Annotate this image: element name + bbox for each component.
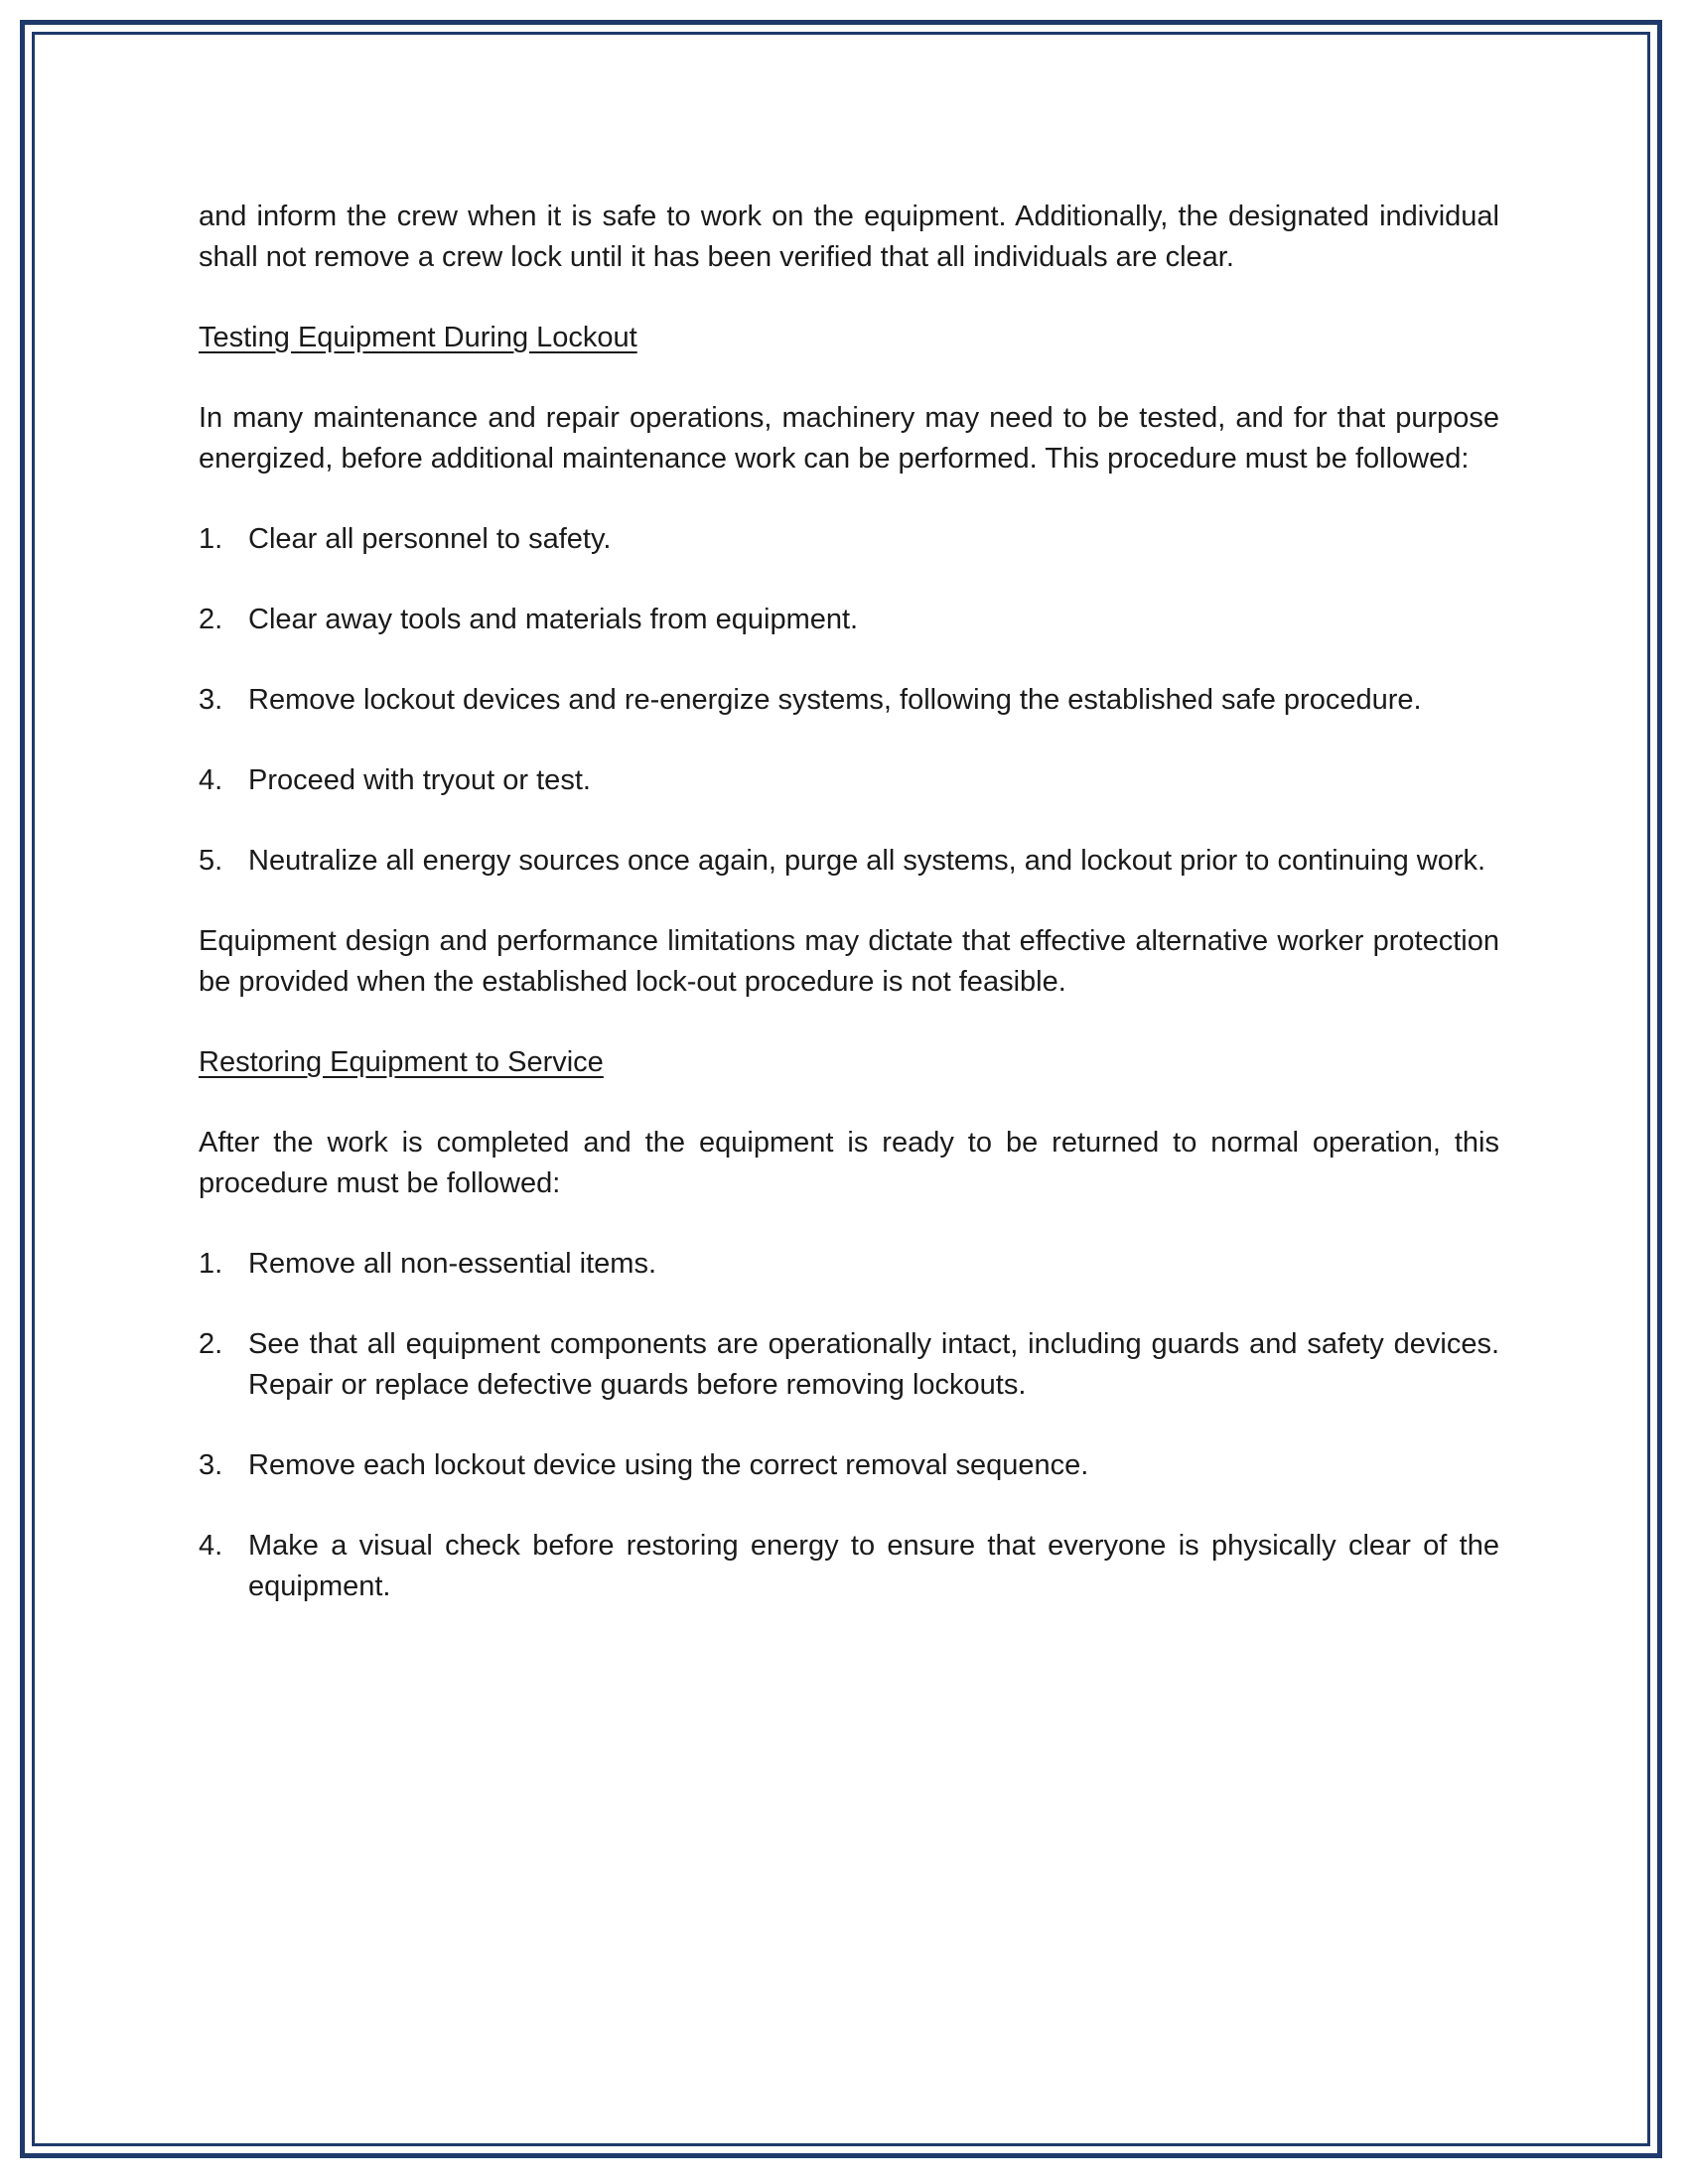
list-text: Clear away tools and materials from equipment.: [248, 604, 859, 635]
list-text: Remove lockout devices and re-energize systems, following the established safe procedure.: [248, 684, 1422, 716]
list-number: 4.: [199, 764, 223, 796]
list-item: [199, 680, 1499, 721]
section-closing-testing: Equipment design and performance limitations may dictate that effective alternative worker protection be provided when the established lock-out procedure is not feasible.: [199, 925, 1499, 998]
list-item: [199, 1324, 1499, 1406]
list-item: [199, 600, 1499, 640]
list-item: [199, 760, 1499, 801]
section-intro-testing: In many maintenance and repair operations, machinery may need to be tested, and for that purpose energized, before additional maintenance work can be performed. This procedure must be followed:: [199, 402, 1499, 475]
section-heading-restoring: Restoring Equipment to Service: [199, 1046, 604, 1078]
list-text: Clear all personnel to safety.: [248, 523, 612, 555]
section-heading-testing: Testing Equipment During Lockout: [199, 322, 637, 353]
document-body: [199, 197, 1499, 1647]
list-number: 2.: [199, 1328, 223, 1360]
section-intro-restoring: After the work is completed and the equipment is ready to be returned to normal operation, this procedure must be followed:: [199, 1127, 1499, 1199]
list-text: Neutralize all energy sources once again, purge all systems, and lockout prior to continuing work.: [248, 845, 1486, 877]
numbered-list-testing: [199, 519, 1499, 882]
list-number: 3.: [199, 684, 223, 716]
list-item: [199, 519, 1499, 560]
list-text: Make a visual check before restoring energy to ensure that everyone is physically clear of the equipment.: [248, 1530, 1499, 1602]
list-number: 4.: [199, 1530, 223, 1562]
list-number: 1.: [199, 523, 223, 555]
list-item: [199, 1244, 1499, 1285]
numbered-list-restoring: [199, 1244, 1499, 1607]
list-number: 3.: [199, 1449, 223, 1481]
list-text: Proceed with tryout or test.: [248, 764, 591, 796]
list-text: See that all equipment components are operationally intact, including guards and safety devices. Repair or replace defective guards before removing lockouts.: [248, 1328, 1499, 1401]
list-text: Remove each lockout device using the correct removal sequence.: [248, 1449, 1089, 1481]
list-item: [199, 1445, 1499, 1486]
list-number: 2.: [199, 604, 223, 635]
list-item: [199, 1526, 1499, 1607]
list-item: [199, 841, 1499, 882]
list-text: Remove all non-essential items.: [248, 1248, 657, 1280]
list-number: 1.: [199, 1248, 223, 1280]
intro-paragraph: and inform the crew when it is safe to work on the equipment. Additionally, the designated individual shall not remove a crew lock until it has been verified that all individuals are clear.: [199, 201, 1499, 273]
list-number: 5.: [199, 845, 223, 877]
